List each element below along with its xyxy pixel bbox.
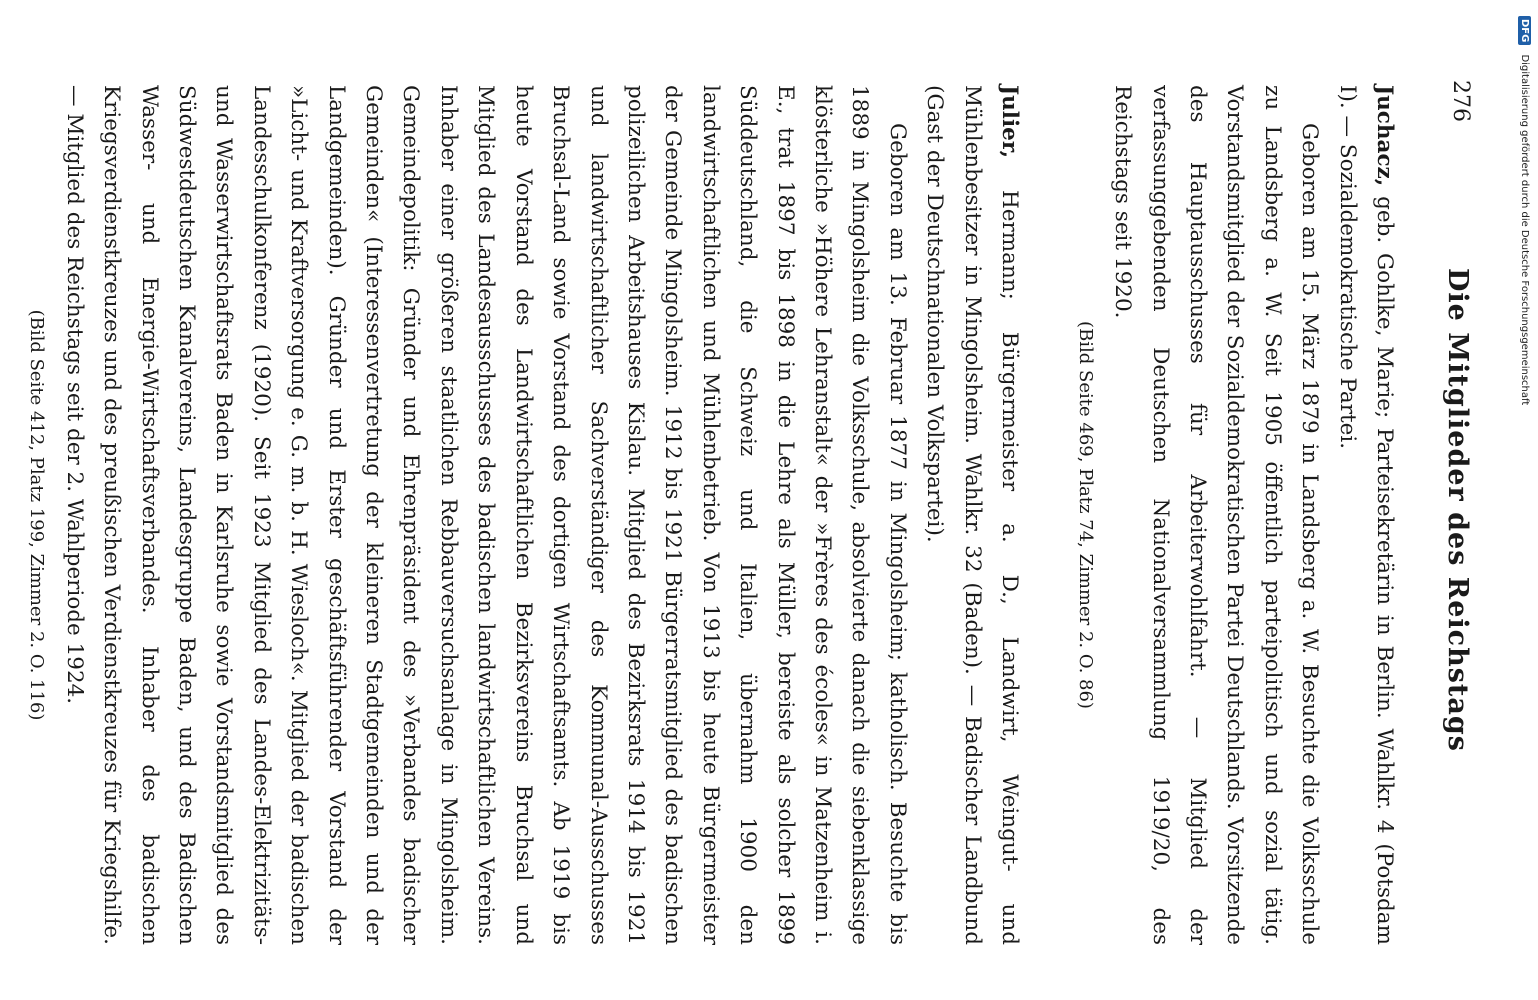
entry-intro: Hermann; Bürgermeister a. D., Landwirt, Weingut- und Mühlenbesitzer in Mingolsheim. Wahlkr. 32 (Baden). — Badischer Landbund (Gast der Deutschnationalen Volkspartei).: [922, 85, 1022, 945]
entry-name: Julier,: [997, 85, 1022, 159]
dfg-sidebar: [1503, 16, 1535, 991]
entry-ref: (Bild Seite 469, Platz 74, Zimmer 2. O. 86): [1074, 321, 1096, 709]
entry-bio: Geboren am 13. Februar 1877 in Mingolsheim; katholisch. Besuchte bis 1889 in Mingolsheim die Volksschule, absolvierte danach die siebenklassige klösterliche »Höhere Lehranstalt« der »Frères des écoles« in Matzenheim i. E., trat 1897 bis 1898 in die Lehre als Müller, bereiste als solcher 1899 Süddeutschland, die Schweiz und Italien, übernahm 1900 den landwirtschaftlichen und Mühlenbetrieb. Von 1913 bis heute Bürgermeister der Gemeinde Mingolsheim. 1912 bis 1921 Bürgerratsmitglied des badischen polizeilichen Arbeitshauses Kislau. Mitglied des Bezirksrats 1914 bis 1921 und landwirtschaftlicher Sachverständiger des Kommunal-Ausschusses Bruchsal-Land sowie Vorstand des dortigen Wirtschaftsamts. Ab 1919 bis heute Vorstand des Landwirtschaftlichen Bezirksvereins Bruchsal und Mitglied des Landesausschusses des badischen landwirtschaftlichen Vereins. Inhaber einer größeren staatlichen Rebbauversuchsanlage in Mingolsheim. Gemeindepolitik: Gründer und Ehrenpräsident des »Verbandes badischer Gemeinden« (Interessenvertretung der kleineren Stadtgemeinden und der Landgemeinden). Gründer und Erster geschäftsführender Vorstand der »Licht- und Kraftversorgung e. G. m. b. H. Wiesloch«. Mitglied der badischen Landesschulkonferenz (1920). Seit 1923 Mitglied des Landes-Elektrizitäts- und Wasserwirtschaftsrats Baden in Karlsruhe sowie Vorstandsmitglied des Südwestdeutschen Kanalvereins, Landesgruppe Baden, und des Badischen Wasser- und Energie-Wirtschaftsverbandes. Inhaber des badischen Kriegsverdienstkreuzes und des preußischen Verdienstkreuzes für Kriegshilfe. — Mitglied des Reichstags seit der 2. Wahlperiode 1924.: [61, 85, 910, 945]
entry-ref: (Bild Seite 412, Platz 199, Zimmer 2. O. 116): [26, 309, 48, 721]
entry-bio: Geboren am 15. März 1879 in Landsberg a. W. Besuchte die Volksschule zu Landsberg a. W. Seit 1905 öffentlich parteipolitisch und sozial tätig. Vorstandsmitglied der Sozialdemokratischen Partei Deutschlands. Vorsitzende des Hauptausschusses für Arbeiterwohlfahrt. — Mitglied der verfassunggebenden Deutschen Nationalversammlung 1919/20, des Reichstags seit 1920.: [1110, 85, 1323, 945]
entry-name: Juchacz,: [1372, 85, 1397, 187]
running-head: Die Mitglieder des Reichstags: [1442, 268, 1473, 752]
entry-intro: geb. Gohlke, Marie; Parteisekretärin in Berlin. Wahlkr. 4 (Potsdam I). — Sozialdemokratische Partei.: [1334, 85, 1397, 945]
entry-julier: [18, 85, 1028, 945]
page-number: 276: [1448, 80, 1473, 122]
entry-juchacz: [1066, 85, 1403, 945]
page-header: [1433, 80, 1473, 940]
digitization-note: Digitalisierung gefördert durch die Deutsche Forschungsgemeinschaft: [1519, 54, 1530, 406]
dfg-logo: DFG: [1518, 16, 1531, 45]
